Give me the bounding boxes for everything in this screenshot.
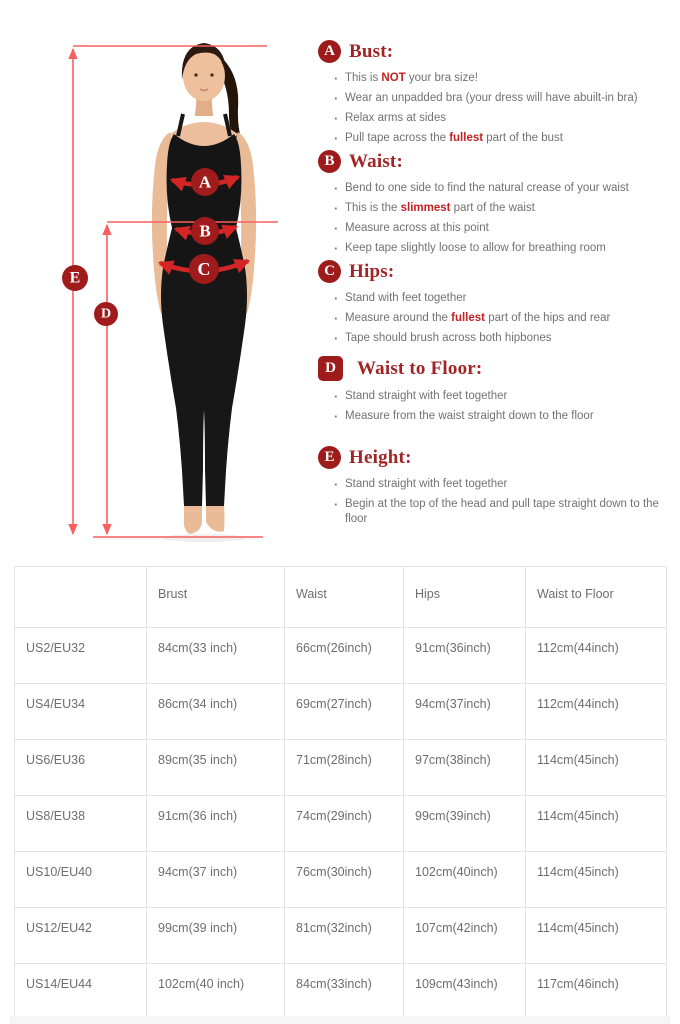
leggings xyxy=(161,268,247,506)
size-table xyxy=(14,566,667,1020)
badge-a: A xyxy=(318,40,341,63)
waist-to-floor-value: 114cm(45inch) xyxy=(526,908,667,964)
hips-value: 94cm(37inch) xyxy=(404,684,526,740)
hips-value: 109cm(43inch) xyxy=(404,964,526,1020)
size-label: US2/EU32 xyxy=(15,628,147,684)
table-row xyxy=(15,908,667,964)
bullet xyxy=(334,331,668,346)
bullet-text: Wear an unpadded bra (your dress will have abuilt-in bra) xyxy=(345,92,638,104)
table-row xyxy=(15,964,667,1020)
size-label: US10/EU40 xyxy=(15,852,147,908)
bust-value: 89cm(35 inch) xyxy=(147,740,285,796)
waist-to-floor-value: 117cm(46inch) xyxy=(526,964,667,1020)
section-waist-title: Waist: xyxy=(349,150,403,172)
section-bust xyxy=(318,40,668,151)
bullet xyxy=(334,311,668,326)
bullet-text: Measure across at this point xyxy=(345,222,489,234)
bullet-text: Relax arms at sides xyxy=(345,112,446,124)
bullet-text: Measure around the xyxy=(345,312,452,324)
section-hips-heading xyxy=(318,260,668,283)
section-waist xyxy=(318,150,668,261)
bullet xyxy=(334,71,668,86)
section-hips-title: Hips: xyxy=(349,260,395,282)
section-bust-heading xyxy=(318,40,668,63)
figure-label-a: A xyxy=(198,172,212,192)
bullet-text: part of the bust xyxy=(483,132,563,144)
bullet xyxy=(334,181,668,196)
size-label: US14/EU44 xyxy=(15,964,147,1020)
bullet xyxy=(334,497,668,527)
header-size xyxy=(15,567,147,628)
bullet-text: This is xyxy=(345,72,382,84)
table-row xyxy=(15,684,667,740)
hips-value: 102cm(40inch) xyxy=(404,852,526,908)
bullet-text: Keep tape slightly loose to allow for breathing room xyxy=(345,242,606,254)
waist-value: 84cm(33inch) xyxy=(285,964,404,1020)
figure-label-e: E xyxy=(69,269,81,287)
waist-value: 66cm(26inch) xyxy=(285,628,404,684)
figure-label-d: D xyxy=(100,306,112,322)
bullet xyxy=(334,389,668,404)
bullet xyxy=(334,221,668,236)
table-row xyxy=(15,628,667,684)
section-hips xyxy=(318,260,668,351)
bullet-text: This is the xyxy=(345,202,401,214)
bust-value: 102cm(40 inch) xyxy=(147,964,285,1020)
hips-value: 97cm(38inch) xyxy=(404,740,526,796)
header-waist-to-floor: Waist to Floor xyxy=(526,567,667,628)
bullet-text: Stand straight with feet together xyxy=(345,478,508,490)
bullet xyxy=(334,91,668,106)
bullet xyxy=(334,291,668,306)
section-waist-to-floor-heading xyxy=(318,356,668,381)
waist-value: 71cm(28inch) xyxy=(285,740,404,796)
waist-bullet-list xyxy=(318,181,668,256)
bullet-text: Stand with feet together xyxy=(345,292,467,304)
section-height-heading xyxy=(318,446,668,469)
bullet-text: part of the waist xyxy=(450,202,535,214)
bullet-text: Begin at the top of the head and pull tape straight down to the floor xyxy=(345,498,659,525)
bullet xyxy=(334,131,668,146)
figure-label-b: B xyxy=(199,221,211,241)
bullet-text: Tape should brush across both hipbones xyxy=(345,332,552,344)
bullet-text: Pull tape across the xyxy=(345,132,450,144)
waist-to-floor-bullet-list xyxy=(318,389,668,424)
right-foot xyxy=(206,506,225,532)
badge-c: C xyxy=(318,260,341,283)
size-label: US6/EU36 xyxy=(15,740,147,796)
bullet xyxy=(334,477,668,492)
bullet-highlight: slimmest xyxy=(400,202,451,214)
section-bust-title: Bust: xyxy=(349,40,394,62)
bullet-text: your bra size! xyxy=(405,72,478,84)
badge-e: E xyxy=(318,446,341,469)
bust-value: 91cm(36 inch) xyxy=(147,796,285,852)
waist-to-floor-value: 112cm(44inch) xyxy=(526,628,667,684)
bullet-text: Stand straight with feet together xyxy=(345,390,508,402)
left-foot xyxy=(184,506,202,534)
section-waist-to-floor xyxy=(318,356,668,429)
bullet-highlight: fullest xyxy=(451,312,485,324)
bullet xyxy=(334,201,668,216)
waist-to-floor-value: 112cm(44inch) xyxy=(526,684,667,740)
model-illustration xyxy=(152,43,256,542)
bust-bullet-list xyxy=(318,71,668,146)
waist-value: 81cm(32inch) xyxy=(285,908,404,964)
size-label: US8/EU38 xyxy=(15,796,147,852)
hips-value: 99cm(39inch) xyxy=(404,796,526,852)
section-height xyxy=(318,446,668,532)
bullet-text: Bend to one side to find the natural crease of your waist xyxy=(345,182,629,194)
badge-d: D xyxy=(318,356,343,381)
table-bottom-shadow xyxy=(10,1016,670,1024)
bust-value: 99cm(39 inch) xyxy=(147,908,285,964)
measurement-figure xyxy=(0,0,320,560)
bullet xyxy=(334,111,668,126)
waist-value: 69cm(27inch) xyxy=(285,684,404,740)
bullet-highlight: NOT xyxy=(381,72,406,84)
table-row xyxy=(15,796,667,852)
header-waist: Waist xyxy=(285,567,404,628)
height-bullet-list xyxy=(318,477,668,527)
table-row xyxy=(15,740,667,796)
table-row xyxy=(15,852,667,908)
badge-b: B xyxy=(318,150,341,173)
bust-value: 84cm(33 inch) xyxy=(147,628,285,684)
section-waist-to-floor-title: Waist to Floor: xyxy=(357,357,483,379)
size-label: US4/EU34 xyxy=(15,684,147,740)
waist-value: 76cm(30inch) xyxy=(285,852,404,908)
size-table-header-row xyxy=(15,567,667,628)
bullet-highlight: fullest xyxy=(449,132,484,144)
waist-to-floor-value: 114cm(45inch) xyxy=(526,740,667,796)
header-bust: Brust xyxy=(147,567,285,628)
waist-to-floor-value: 114cm(45inch) xyxy=(526,852,667,908)
bullet-text: Measure from the waist straight down to the floor xyxy=(345,410,594,422)
hips-value: 107cm(42inch) xyxy=(404,908,526,964)
waist-value: 74cm(29inch) xyxy=(285,796,404,852)
bust-value: 94cm(37 inch) xyxy=(147,852,285,908)
header-hips: Hips xyxy=(404,567,526,628)
bullet xyxy=(334,241,668,256)
section-waist-heading xyxy=(318,150,668,173)
hips-value: 91cm(36inch) xyxy=(404,628,526,684)
bullet xyxy=(334,409,668,424)
bullet-text: part of the hips and rear xyxy=(485,312,611,324)
size-label: US12/EU42 xyxy=(15,908,147,964)
figure-label-c: C xyxy=(197,259,211,279)
hips-bullet-list xyxy=(318,291,668,346)
bust-value: 86cm(34 inch) xyxy=(147,684,285,740)
waist-to-floor-value: 114cm(45inch) xyxy=(526,796,667,852)
section-height-title: Height: xyxy=(349,446,412,468)
camisole xyxy=(163,134,245,268)
